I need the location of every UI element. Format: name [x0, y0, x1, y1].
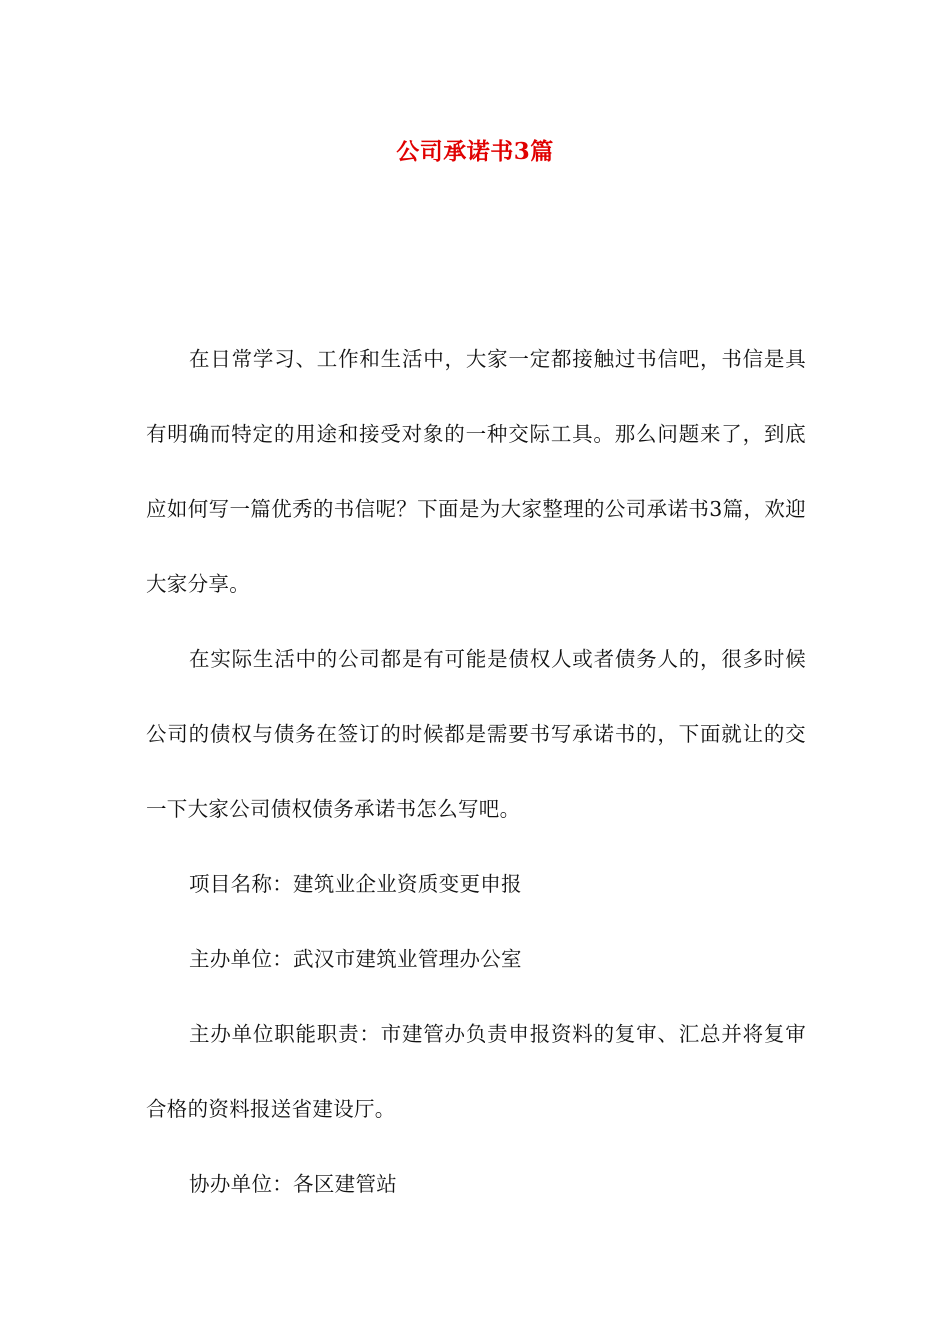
- paragraph-project-name: 项目名称：建筑业企业资质变更申报: [189, 872, 522, 896]
- document-title: 公司承诺书3篇: [396, 138, 554, 165]
- paragraph-co-organizer: 协办单位：各区建管站: [189, 1172, 398, 1196]
- paragraph-debt-context: 在实际生活中的公司都是有可能是债权人或者债务人的，很多时候公司的债权与债务在签订的时候都是需要书写承诺书的，下面就让的交一下大家公司债权债务承诺书怎么写吧。: [146, 647, 806, 821]
- paragraph-intro: 在日常学习、工作和生活中，大家一定都接触过书信吧，书信是具有明确而特定的用途和接受对象的一种交际工具。那么问题来了，到底应如何写一篇优秀的书信呢？下面是为大家整理的公司承诺书3篇，欢迎大家分享。: [146, 347, 806, 596]
- paragraph-host-unit: 主办单位：武汉市建筑业管理办公室: [189, 947, 522, 971]
- paragraph-host-duties: 主办单位职能职责：市建管办负责申报资料的复审、汇总并将复审合格的资料报送省建设厅。: [146, 1022, 806, 1121]
- document-body: [146, 322, 806, 1222]
